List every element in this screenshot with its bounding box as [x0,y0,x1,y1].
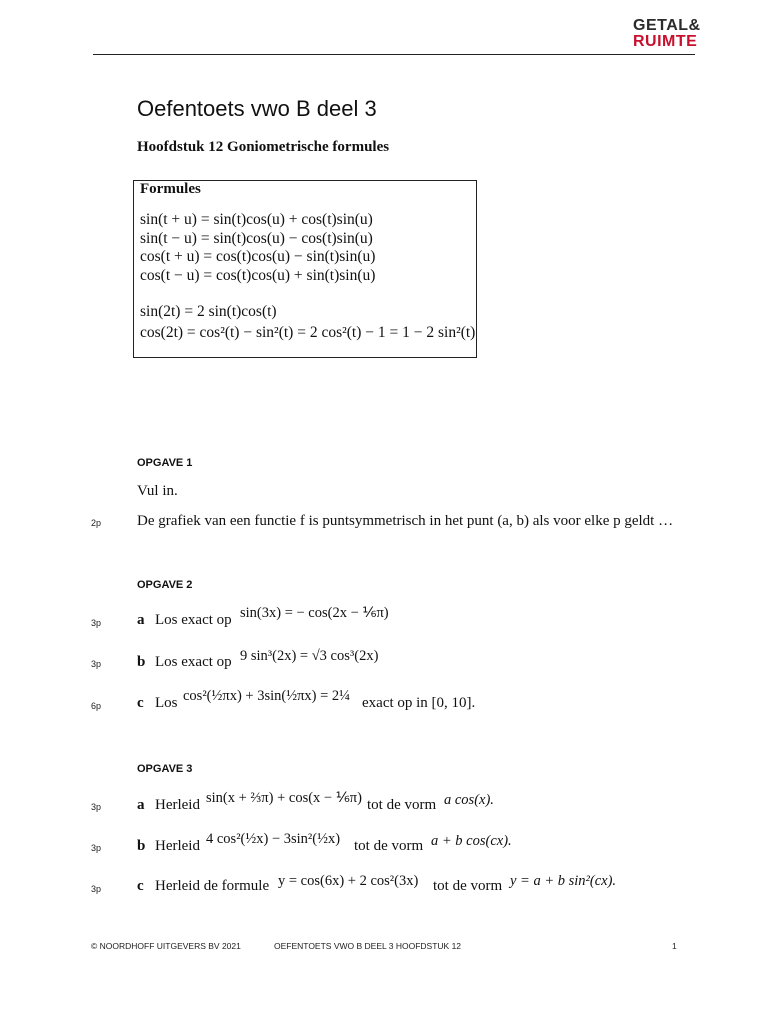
footer-copyright: © NOORDHOFF UITGEVERS BV 2021 [91,941,241,951]
opgave-1-intro: Vul in. [137,483,178,499]
header-divider [93,54,695,55]
formula-line: cos(t − u) = cos(t)cos(u) + sin(t)sin(u) [140,267,376,284]
opgave-3a-points: 3p [91,802,102,812]
opgave-2c-text: Los [155,695,178,711]
opgave-3b-label: b [137,838,146,854]
opgave-2b-points: 3p [91,659,102,669]
opgave-3c-text: Herleid de formule [155,878,270,894]
footer-document-title: OEFENTOETS VWO B DEEL 3 HOOFDSTUK 12 [274,941,462,951]
opgave-2a-equation: sin(3x) = − cos(2x − ⅙π) [240,605,389,621]
opgave-3a-mid: tot de vorm [367,797,437,813]
opgave-2a-points: 3p [91,618,102,628]
formula-line: cos(t + u) = cos(t)cos(u) − sin(t)sin(u) [140,248,376,265]
opgave-2c-label: c [137,695,144,711]
opgave-1-question: De grafiek van een functie f is puntsymmetrisch in het punt (a, b) als voor elke p geldt … [137,513,674,529]
chapter-subtitle: Hoofdstuk 12 Goniometrische formules [137,139,390,155]
opgave-2a-label: a [137,612,145,628]
formula-line: cos(2t) = cos²(t) − sin²(t) = 2 cos²(t) − 1 = 1 − 2 sin²(t) [140,324,476,341]
opgave-2c-points: 6p [91,701,102,711]
opgave-2c-suffix: exact op in [0, 10]. [362,695,476,711]
footer-page-number: 1 [672,941,677,951]
opgave-2a-text: Los exact op [155,612,232,628]
opgave-3c-expression: y = cos(6x) + 2 cos²(3x) [278,873,419,889]
opgave-1-heading: OPGAVE 1 [137,457,193,469]
opgave-3b-points: 3p [91,843,102,853]
opgave-3b-text: Herleid [155,838,200,854]
logo-line-1: GETAL& [633,17,701,34]
opgave-2b-label: b [137,654,146,670]
opgave-2c-equation: cos²(½πx) + 3sin(½πx) = 2¼ [183,688,351,704]
opgave-2-heading: OPGAVE 2 [137,579,193,591]
opgave-3b-target: a + b cos(cx). [431,833,512,849]
formula-line: sin(t − u) = sin(t)cos(u) − cos(t)sin(u) [140,230,373,247]
opgave-3c-label: c [137,878,144,894]
formula-line: sin(t + u) = sin(t)cos(u) + cos(t)sin(u) [140,211,373,228]
formula-box-heading: Formules [140,181,201,197]
opgave-2b-equation: 9 sin³(2x) = √3 cos³(2x) [240,648,379,664]
opgave-3a-text: Herleid [155,797,200,813]
opgave-1-points: 2p [91,518,102,528]
opgave-3-heading: OPGAVE 3 [137,763,193,775]
formula-line: sin(2t) = 2 sin(t)cos(t) [140,303,277,320]
opgave-3a-target: a cos(x). [444,792,494,808]
opgave-3c-points: 3p [91,884,102,894]
opgave-3c-target: y = a + b sin²(cx). [510,873,617,889]
logo-line-2: RUIMTE [633,33,698,50]
opgave-2b-text: Los exact op [155,654,232,670]
opgave-3b-expression: 4 cos²(½x) − 3sin²(½x) [206,831,341,847]
opgave-3b-mid: tot de vorm [354,838,424,854]
opgave-3a-label: a [137,797,145,813]
page-title: Oefentoets vwo B deel 3 [137,96,377,121]
opgave-3a-expression: sin(x + ⅔π) + cos(x − ⅙π) [206,790,362,806]
publisher-logo [633,18,713,50]
formula-box [133,180,477,358]
opgave-3c-mid: tot de vorm [433,878,503,894]
